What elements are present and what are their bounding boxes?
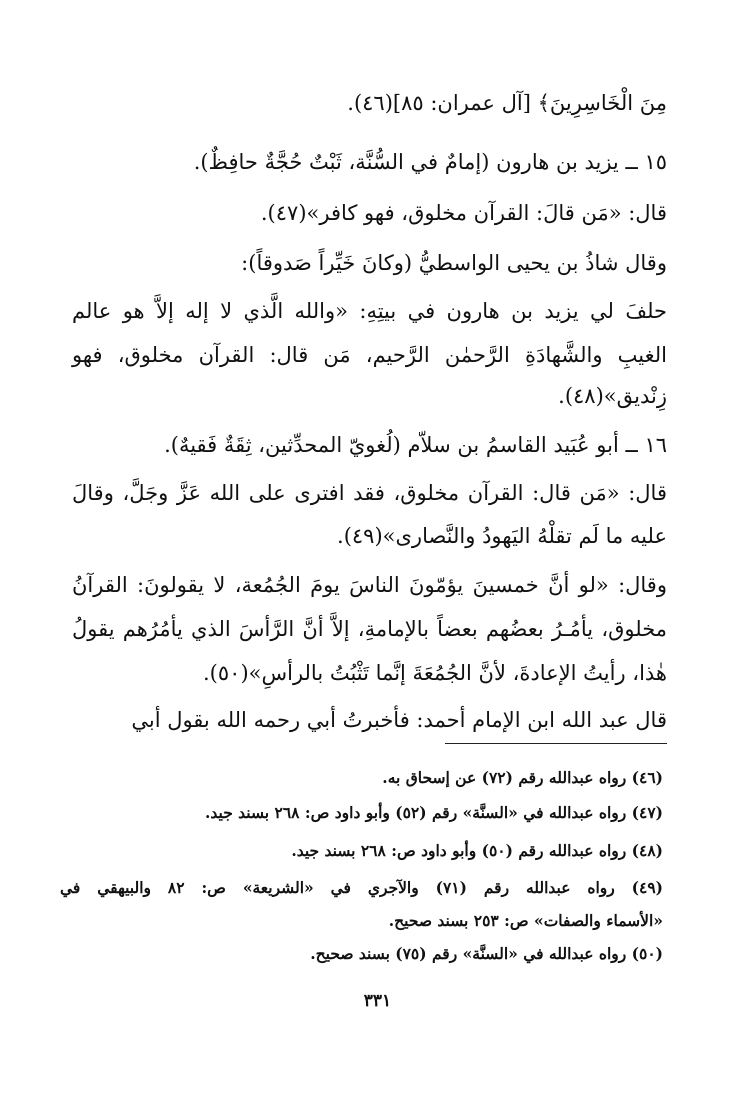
body-line-3: قال: «مَن قالَ: القرآن مخلوق، فهو كافر»(٤٧). — [260, 201, 667, 225]
footnote-47: (٤٧) رواه عبدالله في «السنَّة» رقم (٥٢) وأبو داود ص: ٢٦٨ بسند جيد. — [204, 803, 663, 822]
body-line-9: قال: «مَن قال: القرآن مخلوق، فقد افترى على الله عَزَّ وجَلَّ، وقالَ — [72, 481, 667, 505]
footnote-49: (٤٩) رواه عبدالله رقم (٧١) والآجري في «الشريعة» ص: ٨٢ والبيهقي في — [60, 878, 663, 897]
body-line-7: زِنْديق»(٤٨). — [558, 384, 667, 408]
body-line-10: عليه ما لَم تقلْهُ اليَهودُ والنَّصارى»(٤٩). — [337, 524, 667, 548]
body-line-13: هٰذا، رأيتُ الإعادةَ، لأنَّ الجُمُعَةَ إنَّما تَثْبُتُ بالرأسِ»(٥٠). — [203, 661, 667, 685]
body-line-11: وقال: «لو أنَّ خمسينَ يؤمّونَ الناسَ يومَ الجُمُعة، لا يقولونَ: القرآنُ — [72, 573, 667, 597]
body-line-5: حلفَ لي يزيد بن هارون في بيتِهِ: «والله الَّذي لا إله إلاَّ هو عالم — [72, 299, 667, 323]
footnote-49-continued: «الأسماء والصفات» ص: ٢٥٣ بسند صحيح. — [388, 911, 663, 930]
body-line-6: الغيبِ والشَّهادَةِ الرَّحمٰن الرَّحيم، مَن قال: القرآن مخلوق، فهو — [72, 343, 667, 367]
footnote-46: (٤٦) رواه عبدالله رقم (٧٢) عن إسحاق به. — [382, 768, 663, 787]
page-number: ٣٣١ — [363, 991, 392, 1011]
body-line-heading-15: ١٥ ــ يزيد بن هارون (إمامٌ في السُّنَّة، ثَبْتٌ حُجَّةٌ حافِظٌ). — [193, 150, 667, 174]
footnote-48: (٤٨) رواه عبدالله رقم (٥٠) وأبو داود ص: ٢٦٨ بسند جيد. — [291, 841, 663, 860]
body-line-heading-16: ١٦ ــ أبو عُبَيد القاسمُ بن سلاّم (لُغويّ المحدِّثين، ثِقَةٌ فَقيهٌ). — [164, 433, 667, 457]
footnote-50: (٥٠) رواه عبدالله في «السنَّة» رقم (٧٥) بسند صحيح. — [310, 944, 663, 963]
body-line-12: مخلوق، يأمُـرُ بعضُهم بعضاً بالإمامةِ، إلاَّ أنَّ الرَّأسَ الذي يأمُرُهم يقولُ — [72, 617, 667, 641]
body-line-1: مِنَ الْخَاسِرِينَ﴾ [آل عمران: ٨٥](٤٦). — [347, 91, 667, 115]
footnote-separator — [445, 743, 667, 744]
body-line-14: قال عبد الله ابن الإمام أحمد: فأخبرتُ أبي رحمه الله بقول أبي — [131, 708, 667, 732]
body-line-4: وقال شاذُ بن يحيى الواسطيُّ (وكانَ خَيِّراً صَدوقاً): — [241, 251, 667, 275]
